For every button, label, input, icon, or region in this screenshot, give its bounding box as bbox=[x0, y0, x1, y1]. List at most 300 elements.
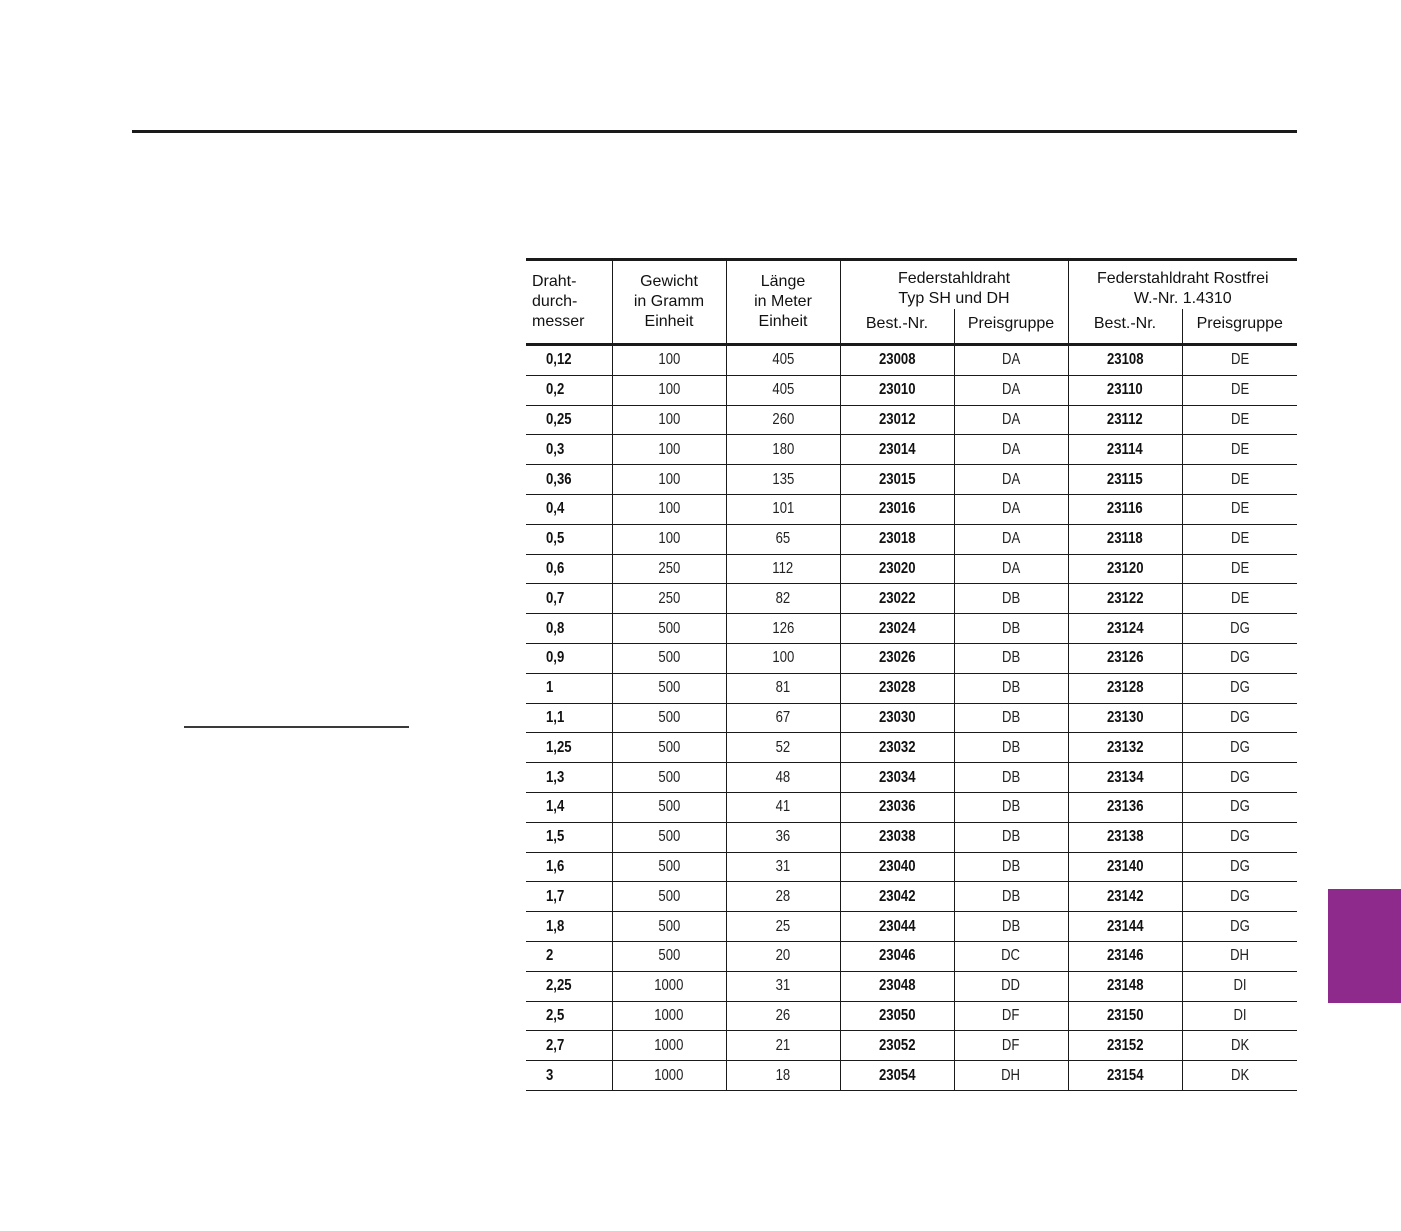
cell-length bbox=[726, 1031, 840, 1061]
cell-length bbox=[726, 703, 840, 733]
cell-order-no-sh-dh-text: 23032 bbox=[878, 738, 916, 756]
cell-weight bbox=[612, 941, 726, 971]
cell-order-no-rostfrei bbox=[1068, 524, 1182, 554]
cell-order-no-rostfrei bbox=[1068, 1001, 1182, 1031]
cell-weight bbox=[612, 1031, 726, 1061]
cell-price-group-sh-dh-text: DA bbox=[1001, 381, 1021, 399]
cell-order-no-rostfrei bbox=[1068, 882, 1182, 912]
cell-diameter bbox=[526, 971, 612, 1001]
cell-price-group-rostfrei-text: DG bbox=[1229, 798, 1250, 816]
cell-order-no-rostfrei-text: 23144 bbox=[1106, 917, 1144, 935]
cell-price-group-rostfrei-text: DG bbox=[1229, 768, 1250, 786]
header-diameter-line2: durch- bbox=[532, 293, 578, 310]
cell-order-no-rostfrei-text: 23122 bbox=[1106, 589, 1144, 607]
cell-price-group-sh-dh-text: DB bbox=[1001, 828, 1021, 846]
cell-weight-text: 100 bbox=[658, 410, 680, 428]
cell-diameter bbox=[526, 554, 612, 584]
cell-price-group-rostfrei bbox=[1182, 405, 1297, 435]
cell-weight-text: 1000 bbox=[654, 1066, 684, 1084]
header-weight-line2: in Gramm bbox=[633, 293, 705, 310]
cell-order-no-rostfrei-text: 23136 bbox=[1106, 798, 1144, 816]
cell-price-group-sh-dh-text: DA bbox=[1001, 351, 1021, 369]
header-weight-line1: Gewicht bbox=[640, 273, 698, 290]
cell-weight-text: 500 bbox=[658, 679, 680, 697]
cell-price-group-rostfrei-text: DG bbox=[1229, 917, 1250, 935]
cell-price-group-rostfrei-text: DE bbox=[1230, 530, 1249, 548]
cell-order-no-rostfrei-text: 23154 bbox=[1106, 1066, 1144, 1084]
cell-length bbox=[726, 673, 840, 703]
cell-diameter bbox=[526, 852, 612, 882]
cell-price-group-rostfrei bbox=[1182, 822, 1297, 852]
cell-order-no-rostfrei-text: 23146 bbox=[1106, 947, 1144, 965]
cell-order-no-sh-dh bbox=[840, 971, 954, 1001]
cell-length bbox=[726, 465, 840, 495]
cell-length-text: 41 bbox=[775, 798, 791, 816]
cell-price-group-rostfrei-text: DE bbox=[1230, 381, 1249, 399]
cell-diameter-text: 0,5 bbox=[546, 530, 565, 548]
cell-order-no-rostfrei-text: 23142 bbox=[1106, 887, 1144, 905]
cell-order-no-sh-dh-text: 23018 bbox=[878, 530, 916, 548]
header-group-rostfrei-line1: Federstahldraht Rostfrei bbox=[1096, 270, 1269, 287]
cell-weight bbox=[612, 643, 726, 673]
cell-order-no-rostfrei-text: 23124 bbox=[1106, 619, 1144, 637]
cell-order-no-sh-dh-text: 23050 bbox=[878, 1006, 916, 1024]
cell-price-group-rostfrei bbox=[1182, 1031, 1297, 1061]
cell-order-no-rostfrei-text: 23132 bbox=[1106, 738, 1144, 756]
cell-price-group-sh-dh bbox=[954, 882, 1068, 912]
cell-price-group-sh-dh-text: DB bbox=[1001, 917, 1021, 935]
cell-length-text: 28 bbox=[775, 887, 791, 905]
table-row bbox=[526, 524, 1297, 554]
cell-price-group-rostfrei bbox=[1182, 375, 1297, 405]
header-price-group-rostfrei: Preisgruppe bbox=[1182, 309, 1297, 345]
cell-order-no-rostfrei-text: 23150 bbox=[1106, 1006, 1144, 1024]
header-weight-line3: Einheit bbox=[644, 313, 694, 330]
cell-order-no-sh-dh-text: 23044 bbox=[878, 917, 916, 935]
cell-price-group-rostfrei bbox=[1182, 673, 1297, 703]
cell-price-group-sh-dh bbox=[954, 554, 1068, 584]
cell-order-no-sh-dh-text: 23024 bbox=[878, 619, 916, 637]
cell-diameter bbox=[526, 733, 612, 763]
cell-order-no-rostfrei bbox=[1068, 673, 1182, 703]
cell-order-no-sh-dh bbox=[840, 375, 954, 405]
cell-price-group-sh-dh bbox=[954, 792, 1068, 822]
cell-price-group-sh-dh bbox=[954, 524, 1068, 554]
cell-price-group-sh-dh-text: DB bbox=[1001, 708, 1021, 726]
cell-length-text: 405 bbox=[772, 381, 794, 399]
cell-length bbox=[726, 375, 840, 405]
cell-weight-text: 100 bbox=[658, 440, 680, 458]
header-diameter-line1: Draht- bbox=[532, 273, 577, 290]
table-row bbox=[526, 703, 1297, 733]
cell-price-group-rostfrei-text: DG bbox=[1229, 828, 1250, 846]
cell-length-text: 112 bbox=[772, 559, 794, 577]
cell-order-no-sh-dh-text: 23038 bbox=[878, 828, 916, 846]
cell-length-text: 100 bbox=[772, 649, 794, 667]
cell-price-group-sh-dh bbox=[954, 822, 1068, 852]
cell-price-group-rostfrei-text: DE bbox=[1230, 470, 1249, 488]
cell-price-group-sh-dh-text: DF bbox=[1002, 1036, 1020, 1054]
table-row bbox=[526, 852, 1297, 882]
cell-weight-text: 100 bbox=[658, 500, 680, 518]
cell-length-text: 135 bbox=[772, 470, 794, 488]
table-row bbox=[526, 1001, 1297, 1031]
cell-diameter bbox=[526, 1061, 612, 1091]
cell-price-group-rostfrei bbox=[1182, 703, 1297, 733]
cell-diameter-text: 0,3 bbox=[546, 440, 565, 458]
cell-length bbox=[726, 524, 840, 554]
cell-weight-text: 500 bbox=[658, 768, 680, 786]
cell-price-group-rostfrei-text: DG bbox=[1229, 708, 1250, 726]
cell-price-group-rostfrei bbox=[1182, 882, 1297, 912]
cell-order-no-rostfrei bbox=[1068, 375, 1182, 405]
table-row bbox=[526, 584, 1297, 614]
cell-diameter bbox=[526, 405, 612, 435]
table-row bbox=[526, 1031, 1297, 1061]
cell-diameter-text: 1,8 bbox=[546, 917, 565, 935]
cell-weight bbox=[612, 584, 726, 614]
cell-diameter-text: 0,6 bbox=[546, 559, 565, 577]
cell-diameter-text: 1,25 bbox=[546, 738, 572, 756]
cell-order-no-sh-dh bbox=[840, 703, 954, 733]
cell-diameter-text: 2 bbox=[546, 947, 554, 965]
cell-order-no-rostfrei bbox=[1068, 822, 1182, 852]
cell-weight bbox=[612, 494, 726, 524]
cell-order-no-sh-dh bbox=[840, 1031, 954, 1061]
cell-order-no-rostfrei bbox=[1068, 643, 1182, 673]
cell-weight-text: 500 bbox=[658, 649, 680, 667]
cell-order-no-sh-dh bbox=[840, 1001, 954, 1031]
cell-order-no-rostfrei-text: 23152 bbox=[1106, 1036, 1144, 1054]
cell-length-text: 180 bbox=[772, 440, 794, 458]
cell-length bbox=[726, 643, 840, 673]
cell-price-group-sh-dh bbox=[954, 614, 1068, 644]
cell-length-text: 26 bbox=[775, 1006, 791, 1024]
cell-price-group-sh-dh bbox=[954, 375, 1068, 405]
cell-order-no-rostfrei bbox=[1068, 465, 1182, 495]
cell-price-group-rostfrei bbox=[1182, 554, 1297, 584]
cell-price-group-rostfrei bbox=[1182, 941, 1297, 971]
cell-length bbox=[726, 584, 840, 614]
cell-price-group-rostfrei-text: DH bbox=[1230, 947, 1250, 965]
cell-length-text: 48 bbox=[775, 768, 791, 786]
header-group-sh-dh-line2: Typ SH und DH bbox=[898, 290, 1010, 307]
cell-order-no-sh-dh-text: 23042 bbox=[878, 887, 916, 905]
top-rule bbox=[132, 130, 1297, 133]
cell-price-group-sh-dh-text: DA bbox=[1001, 530, 1021, 548]
cell-weight bbox=[612, 763, 726, 793]
cell-order-no-sh-dh bbox=[840, 792, 954, 822]
cell-price-group-sh-dh-text: DF bbox=[1002, 1006, 1020, 1024]
cell-length-text: 67 bbox=[775, 708, 791, 726]
cell-weight bbox=[612, 614, 726, 644]
cell-diameter-text: 2,7 bbox=[546, 1036, 565, 1054]
cell-order-no-sh-dh bbox=[840, 822, 954, 852]
cell-price-group-rostfrei-text: DK bbox=[1230, 1036, 1249, 1054]
cell-diameter-text: 0,4 bbox=[546, 500, 565, 518]
cell-order-no-sh-dh-text: 23028 bbox=[878, 679, 916, 697]
cell-length-text: 20 bbox=[775, 947, 791, 965]
cell-weight bbox=[612, 405, 726, 435]
cell-order-no-rostfrei bbox=[1068, 554, 1182, 584]
cell-order-no-sh-dh bbox=[840, 882, 954, 912]
cell-price-group-rostfrei-text: DG bbox=[1229, 738, 1250, 756]
table-row bbox=[526, 1061, 1297, 1091]
cell-price-group-rostfrei bbox=[1182, 1061, 1297, 1091]
cell-order-no-rostfrei-text: 23126 bbox=[1106, 649, 1144, 667]
cell-order-no-sh-dh bbox=[840, 614, 954, 644]
cell-weight bbox=[612, 882, 726, 912]
cell-diameter-text: 2,5 bbox=[546, 1006, 565, 1024]
cell-order-no-sh-dh-text: 23008 bbox=[878, 351, 916, 369]
cell-order-no-rostfrei-text: 23148 bbox=[1106, 977, 1144, 995]
cell-length-text: 25 bbox=[775, 917, 791, 935]
cell-price-group-sh-dh-text: DD bbox=[1001, 977, 1021, 995]
cell-price-group-rostfrei-text: DI bbox=[1233, 977, 1247, 995]
cell-order-no-sh-dh-text: 23040 bbox=[878, 857, 916, 875]
header-group-sh-dh-line1: Federstahldraht bbox=[897, 270, 1011, 287]
cell-diameter bbox=[526, 822, 612, 852]
table-row bbox=[526, 912, 1297, 942]
cell-length-text: 65 bbox=[775, 530, 791, 548]
cell-diameter-text: 0,7 bbox=[546, 589, 565, 607]
cell-diameter-text: 1 bbox=[546, 679, 554, 697]
header-length bbox=[726, 260, 840, 345]
cell-order-no-rostfrei-text: 23134 bbox=[1106, 768, 1144, 786]
cell-order-no-sh-dh-text: 23030 bbox=[878, 708, 916, 726]
cell-length-text: 31 bbox=[775, 977, 791, 995]
cell-diameter bbox=[526, 1031, 612, 1061]
cell-length-text: 82 bbox=[775, 589, 791, 607]
cell-weight-text: 500 bbox=[658, 619, 680, 637]
cell-price-group-rostfrei-text: DE bbox=[1230, 351, 1249, 369]
cell-price-group-rostfrei bbox=[1182, 584, 1297, 614]
cell-price-group-sh-dh-text: DA bbox=[1001, 500, 1021, 518]
cell-order-no-sh-dh bbox=[840, 912, 954, 942]
cell-order-no-sh-dh bbox=[840, 733, 954, 763]
cell-order-no-rostfrei bbox=[1068, 852, 1182, 882]
cell-order-no-sh-dh-text: 23046 bbox=[878, 947, 916, 965]
cell-weight bbox=[612, 703, 726, 733]
cell-order-no-rostfrei-text: 23116 bbox=[1107, 500, 1143, 518]
cell-order-no-sh-dh-text: 23034 bbox=[878, 768, 916, 786]
cell-price-group-rostfrei-text: DG bbox=[1229, 679, 1250, 697]
cell-order-no-sh-dh bbox=[840, 643, 954, 673]
cell-length bbox=[726, 763, 840, 793]
cell-order-no-rostfrei bbox=[1068, 792, 1182, 822]
cell-price-group-rostfrei bbox=[1182, 912, 1297, 942]
cell-order-no-sh-dh bbox=[840, 465, 954, 495]
cell-price-group-rostfrei-text: DK bbox=[1230, 1066, 1249, 1084]
cell-length bbox=[726, 494, 840, 524]
cell-weight bbox=[612, 524, 726, 554]
cell-weight bbox=[612, 852, 726, 882]
cell-price-group-sh-dh bbox=[954, 345, 1068, 376]
cell-price-group-sh-dh bbox=[954, 1031, 1068, 1061]
cell-diameter-text: 0,9 bbox=[546, 649, 565, 667]
cell-order-no-sh-dh-text: 23026 bbox=[878, 649, 916, 667]
cell-order-no-rostfrei bbox=[1068, 733, 1182, 763]
cell-weight-text: 500 bbox=[658, 798, 680, 816]
table-body bbox=[526, 345, 1297, 1091]
cell-order-no-rostfrei bbox=[1068, 435, 1182, 465]
cell-price-group-sh-dh-text: DB bbox=[1001, 649, 1021, 667]
cell-order-no-rostfrei bbox=[1068, 1031, 1182, 1061]
table-row bbox=[526, 763, 1297, 793]
cell-length bbox=[726, 852, 840, 882]
cell-diameter bbox=[526, 763, 612, 793]
cell-order-no-rostfrei-text: 23140 bbox=[1106, 857, 1144, 875]
cell-order-no-sh-dh bbox=[840, 852, 954, 882]
cell-order-no-sh-dh bbox=[840, 524, 954, 554]
cell-diameter bbox=[526, 673, 612, 703]
table-row bbox=[526, 882, 1297, 912]
cell-price-group-sh-dh bbox=[954, 1001, 1068, 1031]
cell-diameter-text: 2,25 bbox=[546, 977, 572, 995]
table-row bbox=[526, 554, 1297, 584]
cell-order-no-rostfrei bbox=[1068, 1061, 1182, 1091]
cell-order-no-rostfrei bbox=[1068, 345, 1182, 376]
cell-weight bbox=[612, 435, 726, 465]
header-order-no-sh-dh: Best.-Nr. bbox=[840, 309, 954, 345]
cell-length bbox=[726, 554, 840, 584]
cell-diameter bbox=[526, 375, 612, 405]
cell-price-group-rostfrei-text: DG bbox=[1229, 619, 1250, 637]
cell-order-no-rostfrei-text: 23130 bbox=[1106, 708, 1144, 726]
cell-price-group-rostfrei-text: DE bbox=[1230, 500, 1249, 518]
table-row bbox=[526, 733, 1297, 763]
cell-order-no-sh-dh bbox=[840, 554, 954, 584]
cell-weight-text: 250 bbox=[658, 559, 680, 577]
cell-diameter-text: 1,7 bbox=[546, 887, 565, 905]
cell-price-group-sh-dh bbox=[954, 912, 1068, 942]
cell-diameter-text: 0,2 bbox=[546, 381, 565, 399]
cell-weight bbox=[612, 733, 726, 763]
cell-weight-text: 500 bbox=[658, 738, 680, 756]
margin-rule bbox=[184, 726, 409, 728]
cell-price-group-sh-dh bbox=[954, 494, 1068, 524]
cell-weight bbox=[612, 375, 726, 405]
cell-length-text: 52 bbox=[775, 738, 791, 756]
cell-order-no-rostfrei bbox=[1068, 941, 1182, 971]
cell-weight bbox=[612, 1001, 726, 1031]
cell-weight bbox=[612, 1061, 726, 1091]
cell-price-group-sh-dh-text: DA bbox=[1001, 440, 1021, 458]
header-diameter-line3: messer bbox=[532, 313, 585, 330]
table-row bbox=[526, 792, 1297, 822]
cell-price-group-rostfrei-text: DG bbox=[1229, 649, 1250, 667]
cell-order-no-rostfrei-text: 23114 bbox=[1107, 440, 1143, 458]
cell-price-group-sh-dh bbox=[954, 405, 1068, 435]
cell-order-no-sh-dh bbox=[840, 763, 954, 793]
cell-order-no-rostfrei bbox=[1068, 703, 1182, 733]
cell-order-no-rostfrei-text: 23115 bbox=[1107, 470, 1143, 488]
cell-weight bbox=[612, 792, 726, 822]
cell-weight bbox=[612, 822, 726, 852]
cell-diameter-text: 3 bbox=[546, 1066, 554, 1084]
cell-order-no-rostfrei bbox=[1068, 584, 1182, 614]
cell-diameter bbox=[526, 465, 612, 495]
cell-weight bbox=[612, 554, 726, 584]
cell-price-group-sh-dh-text: DB bbox=[1001, 619, 1021, 637]
cell-diameter-text: 0,25 bbox=[546, 410, 572, 428]
cell-order-no-sh-dh bbox=[840, 345, 954, 376]
cell-length-text: 21 bbox=[775, 1036, 791, 1054]
cell-order-no-rostfrei-text: 23118 bbox=[1107, 530, 1143, 548]
table-row bbox=[526, 345, 1297, 376]
cell-order-no-sh-dh bbox=[840, 673, 954, 703]
cell-order-no-sh-dh-text: 23036 bbox=[878, 798, 916, 816]
cell-weight-text: 500 bbox=[658, 708, 680, 726]
cell-length-text: 260 bbox=[772, 410, 794, 428]
cell-weight-text: 1000 bbox=[654, 1036, 684, 1054]
cell-weight-text: 100 bbox=[658, 351, 680, 369]
cell-order-no-rostfrei bbox=[1068, 405, 1182, 435]
cell-order-no-sh-dh bbox=[840, 1061, 954, 1091]
cell-price-group-rostfrei bbox=[1182, 435, 1297, 465]
cell-price-group-sh-dh-text: DB bbox=[1001, 857, 1021, 875]
cell-price-group-rostfrei bbox=[1182, 345, 1297, 376]
cell-order-no-rostfrei bbox=[1068, 614, 1182, 644]
cell-price-group-sh-dh-text: DH bbox=[1001, 1066, 1021, 1084]
cell-weight-text: 100 bbox=[658, 530, 680, 548]
cell-order-no-sh-dh-text: 23054 bbox=[878, 1066, 916, 1084]
cell-price-group-sh-dh-text: DB bbox=[1001, 768, 1021, 786]
cell-price-group-sh-dh-text: DB bbox=[1001, 679, 1021, 697]
cell-weight-text: 500 bbox=[658, 947, 680, 965]
cell-price-group-rostfrei bbox=[1182, 971, 1297, 1001]
cell-weight bbox=[612, 912, 726, 942]
cell-order-no-sh-dh bbox=[840, 584, 954, 614]
cell-weight-text: 500 bbox=[658, 917, 680, 935]
cell-price-group-rostfrei-text: DI bbox=[1233, 1006, 1247, 1024]
cell-weight-text: 500 bbox=[658, 887, 680, 905]
cell-order-no-sh-dh-text: 23022 bbox=[878, 589, 916, 607]
cell-weight-text: 500 bbox=[658, 857, 680, 875]
cell-order-no-rostfrei-text: 23120 bbox=[1106, 559, 1144, 577]
cell-diameter-text: 0,36 bbox=[546, 470, 572, 488]
header-length-line1: Länge bbox=[760, 273, 806, 290]
cell-price-group-rostfrei bbox=[1182, 465, 1297, 495]
cell-diameter bbox=[526, 435, 612, 465]
table-row bbox=[526, 494, 1297, 524]
cell-diameter bbox=[526, 643, 612, 673]
cell-price-group-sh-dh bbox=[954, 1061, 1068, 1091]
cell-order-no-rostfrei-text: 23128 bbox=[1106, 679, 1144, 697]
header-price-group-sh-dh: Preisgruppe bbox=[954, 309, 1068, 345]
cell-weight-text: 100 bbox=[658, 381, 680, 399]
cell-diameter-text: 1,3 bbox=[546, 768, 565, 786]
cell-order-no-sh-dh-text: 23020 bbox=[878, 559, 916, 577]
cell-order-no-sh-dh bbox=[840, 941, 954, 971]
cell-diameter bbox=[526, 792, 612, 822]
cell-price-group-sh-dh bbox=[954, 852, 1068, 882]
cell-diameter-text: 1,4 bbox=[546, 798, 565, 816]
cell-order-no-rostfrei bbox=[1068, 763, 1182, 793]
section-tab-marker bbox=[1328, 889, 1401, 1003]
cell-price-group-rostfrei bbox=[1182, 792, 1297, 822]
table-row bbox=[526, 971, 1297, 1001]
cell-price-group-sh-dh bbox=[954, 435, 1068, 465]
cell-length-text: 126 bbox=[772, 619, 794, 637]
cell-length bbox=[726, 733, 840, 763]
cell-diameter-text: 0,8 bbox=[546, 619, 565, 637]
cell-diameter bbox=[526, 1001, 612, 1031]
cell-price-group-sh-dh bbox=[954, 733, 1068, 763]
cell-length bbox=[726, 912, 840, 942]
table-row bbox=[526, 405, 1297, 435]
table-row bbox=[526, 822, 1297, 852]
